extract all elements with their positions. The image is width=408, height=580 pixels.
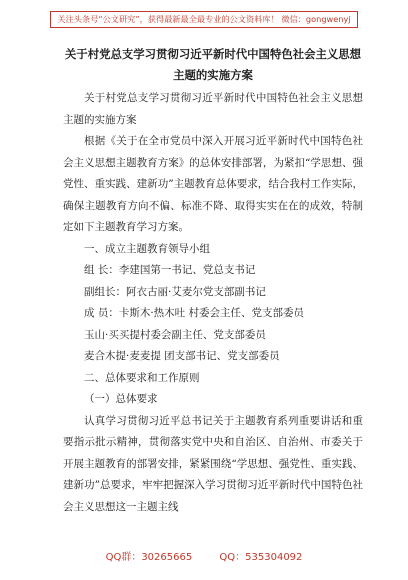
document-title: 关于村党总支学习贯彻习近平新时代中国特色社会主义思想主题的实施方案	[64, 47, 362, 82]
member-line-3: 麦合木提·麦麦提 团支部书记、党支部委员	[84, 350, 280, 362]
document-body	[63, 44, 363, 518]
section-heading-1: 一、成立主题教育领导小组	[84, 242, 210, 255]
intro-body-paragraph: 根据《关于在全市党员中深入开展习近平新时代中国特色社会主义思想主题教育方案》的总体安排部署，为紧扣“学思想、强党性、重实践、建新功”主题教育总体要求，结合我村工作实际，确保主题教育方向不偏、标准不降、取得实实在在的成效，特制定如下主题教育学习方案。	[63, 135, 363, 233]
leader-line: 组 长：李建国第一书记、党总支书记	[84, 264, 256, 276]
intro-title-paragraph: 关于村党总支学习贯彻习近平新时代中国特色社会主义思想主题的实施方案	[63, 92, 363, 126]
header-banner	[0, 0, 408, 38]
vice-leader-line: 副组长：阿衣古丽·艾麦尔党支部副书记	[84, 285, 266, 298]
member-line-2: 玉山·买买提村委会副主任、党支部委员	[84, 328, 266, 341]
footer-contact	[0, 548, 408, 563]
qq-group: QQ群：30265665	[105, 552, 193, 563]
members-line: 成 员：卡斯木·热木吐 村委会主任、党支部委员	[84, 307, 305, 319]
promo-text: 关注头条号“公文研究”，获得最新最全最专业的公文资料库！ 微信：gongwenyj	[50, 11, 357, 28]
subsection-heading-1: （一）总体要求	[84, 393, 158, 405]
requirements-paragraph: 认真学习贯彻习近平总书记关于主题教育系列重要讲话和重要指示批示精神，贯彻落实党中央和自治区、自治州、市委关于开展主题教育的部署安排，紧紧围绕“学思想、强党性、重实践、建新功”总要求，牢牢把握深入学习贯彻习近平新时代中国特色社会主义思想这一主题主线	[63, 414, 363, 513]
section-heading-2: 二、总体要求和工作原则	[84, 371, 200, 384]
qq-number: QQ：535304092	[219, 552, 303, 563]
